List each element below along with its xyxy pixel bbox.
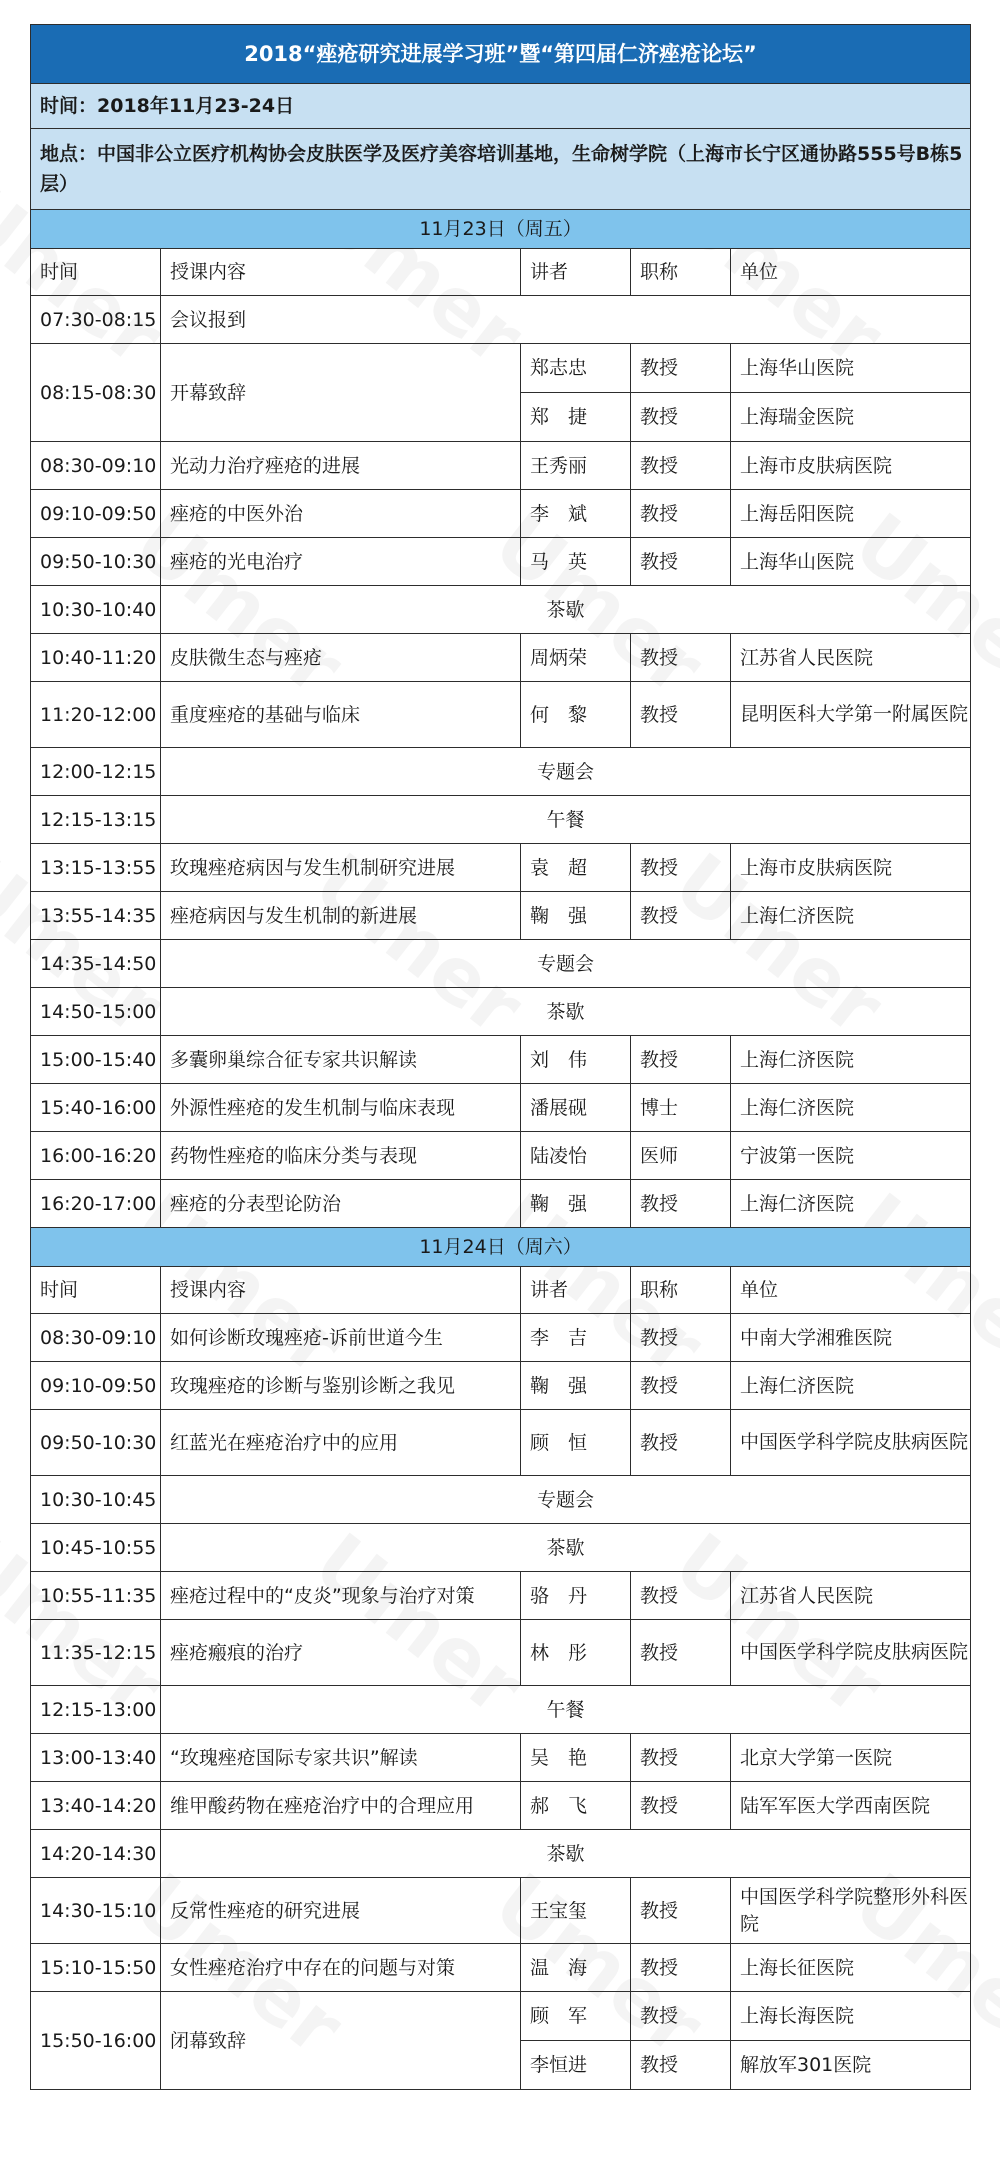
speaker-unit: 中国医学科学院皮肤病医院	[731, 1620, 971, 1686]
schedule-row	[31, 1992, 971, 2041]
speaker-unit: 宁波第一医院	[731, 1132, 971, 1180]
header-time: 时间	[31, 249, 161, 296]
session-topic: 会议报到	[161, 296, 971, 344]
session-time: 15:40-16:00	[31, 1084, 161, 1132]
session-time: 09:10-09:50	[31, 1362, 161, 1410]
session-topic: 痤疮病因与发生机制的新进展	[161, 892, 521, 940]
schedule-row	[31, 344, 971, 393]
day-label: 11月23日（周五）	[31, 210, 971, 249]
session-time: 11:35-12:15	[31, 1620, 161, 1686]
speaker-unit: 上海仁济医院	[731, 1362, 971, 1410]
session-time: 13:40-14:20	[31, 1782, 161, 1830]
header-topic: 授课内容	[161, 1267, 521, 1314]
session-time: 15:00-15:40	[31, 1036, 161, 1084]
schedule-row	[31, 490, 971, 538]
speaker-name: 郑 捷	[521, 393, 631, 442]
header-title: 职称	[631, 249, 731, 296]
speaker-unit: 陆军军医大学西南医院	[731, 1782, 971, 1830]
schedule-sheet	[30, 24, 970, 2090]
session-topic: 光动力治疗痤疮的进展	[161, 442, 521, 490]
break-row	[31, 1686, 971, 1734]
session-time: 14:50-15:00	[31, 988, 161, 1036]
speaker-unit: 上海仁济医院	[731, 892, 971, 940]
speaker-title: 教授	[631, 1314, 731, 1362]
session-topic: 如何诊断玫瑰痤疮-诉前世道今生	[161, 1314, 521, 1362]
speaker-title: 教授	[631, 442, 731, 490]
speaker-unit: 解放军301医院	[731, 2041, 971, 2090]
schedule-row	[31, 892, 971, 940]
title-row	[31, 25, 971, 84]
speaker-unit: 上海仁济医院	[731, 1036, 971, 1084]
break-label: 茶歇	[161, 586, 971, 634]
speaker-unit: 上海长征医院	[731, 1944, 971, 1992]
speaker-unit: 上海瑞金医院	[731, 393, 971, 442]
session-time: 14:35-14:50	[31, 940, 161, 988]
venue-info-row	[31, 129, 971, 210]
session-time: 11:20-12:00	[31, 682, 161, 748]
speaker-title: 教授	[631, 1944, 731, 1992]
speaker-unit: 江苏省人民医院	[731, 634, 971, 682]
page-title: 2018“痤疮研究进展学习班”暨“第四届仁济痤疮论坛”	[31, 25, 971, 84]
schedule-row	[31, 1410, 971, 1476]
session-time: 08:30-09:10	[31, 442, 161, 490]
break-label: 茶歇	[161, 1830, 971, 1878]
header-title: 职称	[631, 1267, 731, 1314]
session-time: 09:50-10:30	[31, 538, 161, 586]
session-time: 07:30-08:15	[31, 296, 161, 344]
speaker-unit: 上海市皮肤病医院	[731, 442, 971, 490]
speaker-unit: 上海华山医院	[731, 344, 971, 393]
session-time: 16:00-16:20	[31, 1132, 161, 1180]
speaker-title: 教授	[631, 1180, 731, 1228]
speaker-title: 博士	[631, 1084, 731, 1132]
session-time: 10:30-10:45	[31, 1476, 161, 1524]
header-unit: 单位	[731, 249, 971, 296]
day-header-row	[31, 1228, 971, 1267]
session-time: 10:45-10:55	[31, 1524, 161, 1572]
session-time: 09:10-09:50	[31, 490, 161, 538]
break-label: 午餐	[161, 796, 971, 844]
header-unit: 单位	[731, 1267, 971, 1314]
session-topic: 闭幕致辞	[161, 1992, 521, 2090]
speaker-unit: 北京大学第一医院	[731, 1734, 971, 1782]
session-topic: 外源性痤疮的发生机制与临床表现	[161, 1084, 521, 1132]
speaker-name: 骆 丹	[521, 1572, 631, 1620]
break-row	[31, 1830, 971, 1878]
speaker-name: 温 海	[521, 1944, 631, 1992]
session-topic: 痤疮的分表型论防治	[161, 1180, 521, 1228]
session-topic: 玫瑰痤疮的诊断与鉴别诊断之我见	[161, 1362, 521, 1410]
session-time: 15:50-16:00	[31, 1992, 161, 2090]
schedule-row	[31, 1132, 971, 1180]
session-time: 13:00-13:40	[31, 1734, 161, 1782]
break-label: 茶歇	[161, 1524, 971, 1572]
speaker-name: 王宝玺	[521, 1878, 631, 1944]
break-label: 专题会	[161, 1476, 971, 1524]
break-row	[31, 1524, 971, 1572]
speaker-title: 医师	[631, 1132, 731, 1180]
speaker-name: 鞠 强	[521, 1362, 631, 1410]
speaker-title: 教授	[631, 634, 731, 682]
session-topic: 玫瑰痤疮病因与发生机制研究进展	[161, 844, 521, 892]
speaker-title: 教授	[631, 1410, 731, 1476]
speaker-title: 教授	[631, 1362, 731, 1410]
speaker-title: 教授	[631, 1878, 731, 1944]
session-topic: 痤疮的光电治疗	[161, 538, 521, 586]
speaker-title: 教授	[631, 682, 731, 748]
header-speaker: 讲者	[521, 1267, 631, 1314]
session-topic: 反常性痤疮的研究进展	[161, 1878, 521, 1944]
speaker-title: 教授	[631, 892, 731, 940]
speaker-name: 何 黎	[521, 682, 631, 748]
session-time: 13:15-13:55	[31, 844, 161, 892]
schedule-row	[31, 1782, 971, 1830]
session-topic: 药物性痤疮的临床分类与表现	[161, 1132, 521, 1180]
speaker-unit: 中国医学科学院皮肤病医院	[731, 1410, 971, 1476]
break-label: 茶歇	[161, 988, 971, 1036]
session-time: 12:15-13:00	[31, 1686, 161, 1734]
header-topic: 授课内容	[161, 249, 521, 296]
break-row	[31, 796, 971, 844]
speaker-name: 鞠 强	[521, 892, 631, 940]
speaker-name: 李 吉	[521, 1314, 631, 1362]
speaker-name: 顾 军	[521, 1992, 631, 2041]
speaker-title: 教授	[631, 1782, 731, 1830]
session-time: 09:50-10:30	[31, 1410, 161, 1476]
session-topic: 开幕致辞	[161, 344, 521, 442]
session-topic: 痤疮的中医外治	[161, 490, 521, 538]
speaker-name: 林 彤	[521, 1620, 631, 1686]
schedule-row	[31, 682, 971, 748]
session-time: 12:15-13:15	[31, 796, 161, 844]
schedule-row	[31, 1878, 971, 1944]
day-label: 11月24日（周六）	[31, 1228, 971, 1267]
speaker-name: 吴 艳	[521, 1734, 631, 1782]
column-header-row	[31, 1267, 971, 1314]
session-topic: 女性痤疮治疗中存在的问题与对策	[161, 1944, 521, 1992]
day-header-row	[31, 210, 971, 249]
session-time: 10:55-11:35	[31, 1572, 161, 1620]
speaker-title: 教授	[631, 393, 731, 442]
speaker-unit: 上海市皮肤病医院	[731, 844, 971, 892]
event-venue: 地点：中国非公立医疗机构协会皮肤医学及医疗美容培训基地，生命树学院（上海市长宁区通协路555号B栋5层）	[31, 129, 971, 210]
speaker-title: 教授	[631, 1620, 731, 1686]
break-label: 专题会	[161, 748, 971, 796]
speaker-title: 教授	[631, 844, 731, 892]
break-label: 专题会	[161, 940, 971, 988]
schedule-row	[31, 1362, 971, 1410]
schedule-row	[31, 1734, 971, 1782]
schedule-row	[31, 1620, 971, 1686]
session-time: 12:00-12:15	[31, 748, 161, 796]
session-time: 13:55-14:35	[31, 892, 161, 940]
schedule-row	[31, 1084, 971, 1132]
time-info-row	[31, 84, 971, 129]
session-time: 15:10-15:50	[31, 1944, 161, 1992]
speaker-unit: 中南大学湘雅医院	[731, 1314, 971, 1362]
session-time: 14:20-14:30	[31, 1830, 161, 1878]
speaker-name: 鞠 强	[521, 1180, 631, 1228]
session-topic: 维甲酸药物在痤疮治疗中的合理应用	[161, 1782, 521, 1830]
break-row	[31, 988, 971, 1036]
schedule-table	[30, 24, 971, 2090]
speaker-name: 刘 伟	[521, 1036, 631, 1084]
schedule-row	[31, 1180, 971, 1228]
session-topic: 重度痤疮的基础与临床	[161, 682, 521, 748]
speaker-unit: 上海长海医院	[731, 1992, 971, 2041]
schedule-row	[31, 1572, 971, 1620]
speaker-name: 郑志忠	[521, 344, 631, 393]
schedule-row	[31, 1944, 971, 1992]
session-time: 14:30-15:10	[31, 1878, 161, 1944]
session-topic: 痤疮瘢痕的治疗	[161, 1620, 521, 1686]
session-topic: 皮肤微生态与痤疮	[161, 634, 521, 682]
session-time: 16:20-17:00	[31, 1180, 161, 1228]
speaker-title: 教授	[631, 344, 731, 393]
session-topic: 红蓝光在痤疮治疗中的应用	[161, 1410, 521, 1476]
column-header-row	[31, 249, 971, 296]
schedule-row	[31, 1314, 971, 1362]
speaker-unit: 上海仁济医院	[731, 1084, 971, 1132]
speaker-title: 教授	[631, 1572, 731, 1620]
speaker-name: 陆凌怡	[521, 1132, 631, 1180]
session-time: 08:30-09:10	[31, 1314, 161, 1362]
schedule-row	[31, 634, 971, 682]
schedule-row	[31, 1036, 971, 1084]
speaker-unit: 上海仁济医院	[731, 1180, 971, 1228]
speaker-unit: 江苏省人民医院	[731, 1572, 971, 1620]
speaker-name: 郝 飞	[521, 1782, 631, 1830]
speaker-name: 顾 恒	[521, 1410, 631, 1476]
speaker-name: 潘展砚	[521, 1084, 631, 1132]
speaker-name: 袁 超	[521, 844, 631, 892]
session-topic: “玫瑰痤疮国际专家共识”解读	[161, 1734, 521, 1782]
speaker-title: 教授	[631, 538, 731, 586]
speaker-name: 李 斌	[521, 490, 631, 538]
speaker-title: 教授	[631, 1734, 731, 1782]
break-label: 午餐	[161, 1686, 971, 1734]
speaker-title: 教授	[631, 490, 731, 538]
break-row	[31, 1476, 971, 1524]
speaker-unit: 上海岳阳医院	[731, 490, 971, 538]
session-time: 10:30-10:40	[31, 586, 161, 634]
session-topic: 痤疮过程中的“皮炎”现象与治疗对策	[161, 1572, 521, 1620]
schedule-row	[31, 442, 971, 490]
speaker-name: 王秀丽	[521, 442, 631, 490]
speaker-unit: 中国医学科学院整形外科医院	[731, 1878, 971, 1944]
header-speaker: 讲者	[521, 249, 631, 296]
session-time: 10:40-11:20	[31, 634, 161, 682]
break-row	[31, 748, 971, 796]
speaker-title: 教授	[631, 1036, 731, 1084]
session-time: 08:15-08:30	[31, 344, 161, 442]
session-topic: 多囊卵巢综合征专家共识解读	[161, 1036, 521, 1084]
header-time: 时间	[31, 1267, 161, 1314]
schedule-row	[31, 538, 971, 586]
speaker-title: 教授	[631, 1992, 731, 2041]
schedule-row	[31, 296, 971, 344]
speaker-title: 教授	[631, 2041, 731, 2090]
break-row	[31, 586, 971, 634]
break-row	[31, 940, 971, 988]
speaker-name: 马 英	[521, 538, 631, 586]
speaker-unit: 昆明医科大学第一附属医院	[731, 682, 971, 748]
speaker-unit: 上海华山医院	[731, 538, 971, 586]
event-time: 时间：2018年11月23-24日	[31, 84, 971, 129]
speaker-name: 周炳荣	[521, 634, 631, 682]
schedule-row	[31, 844, 971, 892]
speaker-name: 李恒进	[521, 2041, 631, 2090]
